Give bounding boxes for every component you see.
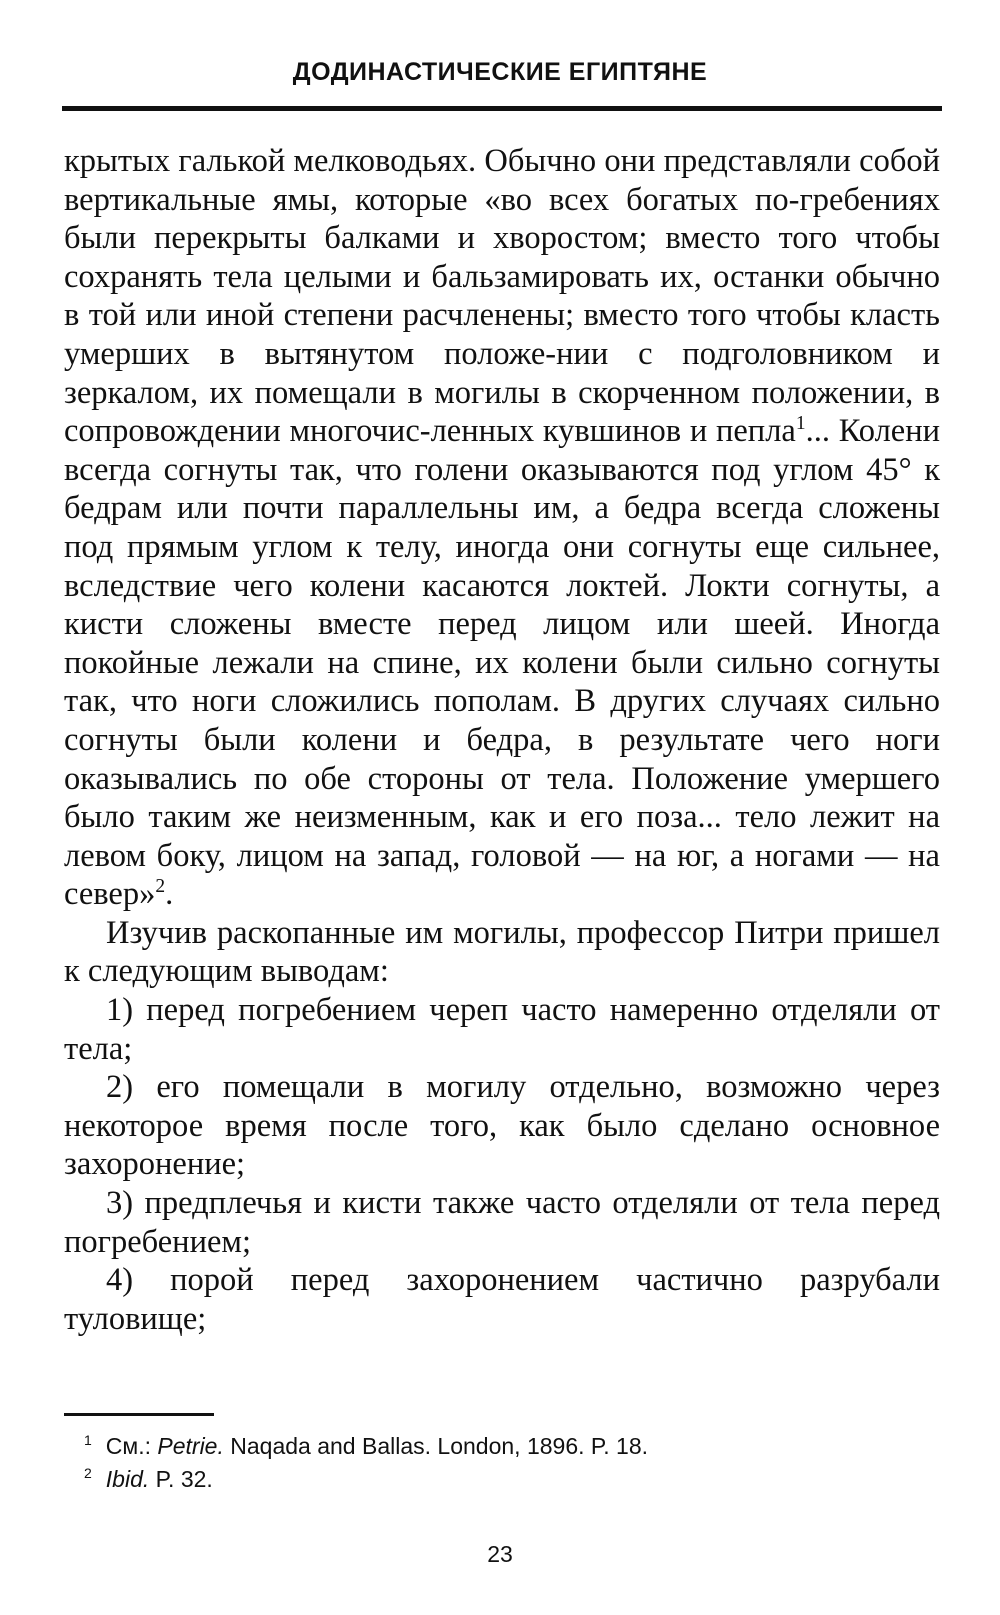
quote-line: вместо того чтобы класть умерших в вытянутом положе- (64, 297, 940, 372)
footnote-text (106, 1430, 648, 1463)
paragraph-quote (64, 142, 940, 914)
footnote-ref-1: 1 (795, 413, 806, 435)
quote-end: . (165, 876, 174, 913)
page-number: 23 (487, 1541, 513, 1567)
footnotes (84, 1430, 940, 1496)
quote-continuation: ... Колени всегда согнуты так, что голени оказываются под углом 45° к бедрам или почти параллельны им, а бедра всегда сложены под прямым углом к телу, иногда они согнуты еще сильнее, вследствие чего колени касаются локтей. Локти согнуты, а кисти сложены вместе перед лицом или шеей. Иногда покойные лежали на спине, их колени были сильно согнуты так, что ноги сложились пополам. В других случаях сильно согнуты были колени и бедра, в результате чего ноги оказывались по обе стороны от тела. Положение умершего было таким же неизменным, как и его поза... тело лежит на левом боку, лицом на запад, головой — на юг, а ногами — на север» (64, 413, 940, 913)
footnote-mark: 1 (84, 1432, 92, 1448)
quote-line: в скорченном положении, в сопровождении многочис- (64, 374, 941, 450)
footnote-text (106, 1463, 213, 1496)
running-title: ДОДИНАСТИЧЕСКИЕ ЕГИПТЯНЕ (292, 58, 708, 86)
quote-line: останки обычно в той или иной степени расчленены; (64, 258, 941, 334)
footnote-2 (84, 1463, 940, 1496)
quote-line: того чтобы сохранять тела целыми и бальзамировать их, (64, 220, 941, 295)
quote-line: крытых галькой мелководьях. Обычно они представляли (64, 143, 851, 179)
footnote-author: Petrie. (157, 1433, 224, 1459)
paragraph-petrie: Изучив раскопанные им могилы, профессор Питри пришел к следующим выводам: (64, 914, 940, 990)
footnote-ref-2: 2 (155, 876, 166, 898)
quote-line: гребениях были перекрыты балками и хворостом; вместо (64, 181, 940, 257)
footnote-mark: 2 (84, 1465, 92, 1481)
footnote-1 (84, 1430, 940, 1463)
footnote-author: Ibid. (105, 1466, 150, 1492)
quote-line: ленных кувшинов и пепла (430, 413, 796, 450)
list-item-4: 4) порой перед захоронением частично разрубали туловище; (64, 1262, 940, 1337)
footnote-source: P. 32. (149, 1466, 213, 1492)
list-item-2: 2) его помещали в могилу отдельно, возможно через некоторое время после того, как было сделано основное захоронение; (64, 1069, 940, 1183)
quote-line: собой вертикальные ямы, которые «во всех богатых по- (64, 143, 940, 218)
footnote-prefix: См.: (105, 1433, 158, 1459)
main-text (64, 142, 940, 1338)
footnote-source: Naqada and Ballas. London, 1896. P. 18. (223, 1433, 649, 1459)
list-item-1: 1) перед погребением череп часто намеренно отделяли от тела; (64, 992, 940, 1067)
footnote-rule (64, 1413, 214, 1416)
quote-line: нии с подголовником и зеркалом, их помещали в могилы (64, 335, 941, 411)
header-rule (62, 106, 942, 111)
list-item-3: 3) предплечья и кисти также часто отделяли от тела перед погребением; (64, 1185, 940, 1260)
